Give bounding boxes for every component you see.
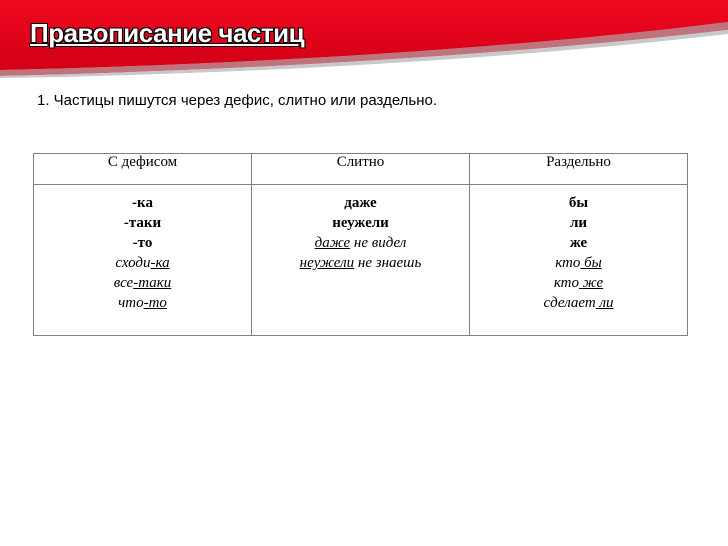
example-particle: бы [580, 255, 602, 271]
example-word: сходи [115, 255, 151, 271]
particle: ли [569, 215, 588, 231]
particles-table [33, 153, 688, 336]
example-word: все [113, 275, 134, 291]
particle: -ка [132, 195, 153, 211]
example-particle: даже [314, 235, 351, 251]
page-title: Правописание частиц [30, 18, 305, 48]
header-banner [0, 0, 728, 78]
particle: -таки [123, 215, 162, 231]
example-word: кто [553, 275, 579, 291]
example [252, 233, 469, 253]
example-particle: -то [143, 295, 167, 311]
header-hyphen: С дефисом [34, 154, 252, 185]
example [470, 293, 687, 313]
example-word: кто [555, 255, 581, 271]
cell-hyphen [34, 185, 252, 336]
particle: даже [344, 195, 377, 211]
particle: неужели [332, 215, 389, 231]
example-particle: же [578, 275, 604, 291]
example [252, 253, 469, 273]
table-row [34, 185, 688, 336]
header-together: Слитно [252, 154, 470, 185]
example-word: что [118, 295, 144, 311]
particle: -то [132, 235, 153, 251]
example [470, 253, 687, 273]
example-particle: -ка [150, 255, 170, 271]
example-word: сделает [543, 295, 596, 311]
example-word: не знаешь [354, 255, 422, 271]
example-particle: -таки [133, 275, 172, 291]
example [470, 273, 687, 293]
intro-text: 1. Частицы пишутся через дефис, слитно или раздельно. [37, 92, 438, 109]
cell-separate [470, 185, 688, 336]
example-particle: ли [595, 295, 614, 311]
table-header-row [34, 154, 688, 185]
example [34, 293, 251, 313]
example [34, 273, 251, 293]
particle: бы [568, 195, 589, 211]
particle: же [569, 235, 588, 251]
header-separate: Раздельно [470, 154, 688, 185]
example-particle: неужели [299, 255, 355, 271]
example-word: не видел [350, 235, 407, 251]
cell-together [252, 185, 470, 336]
example [34, 253, 251, 273]
